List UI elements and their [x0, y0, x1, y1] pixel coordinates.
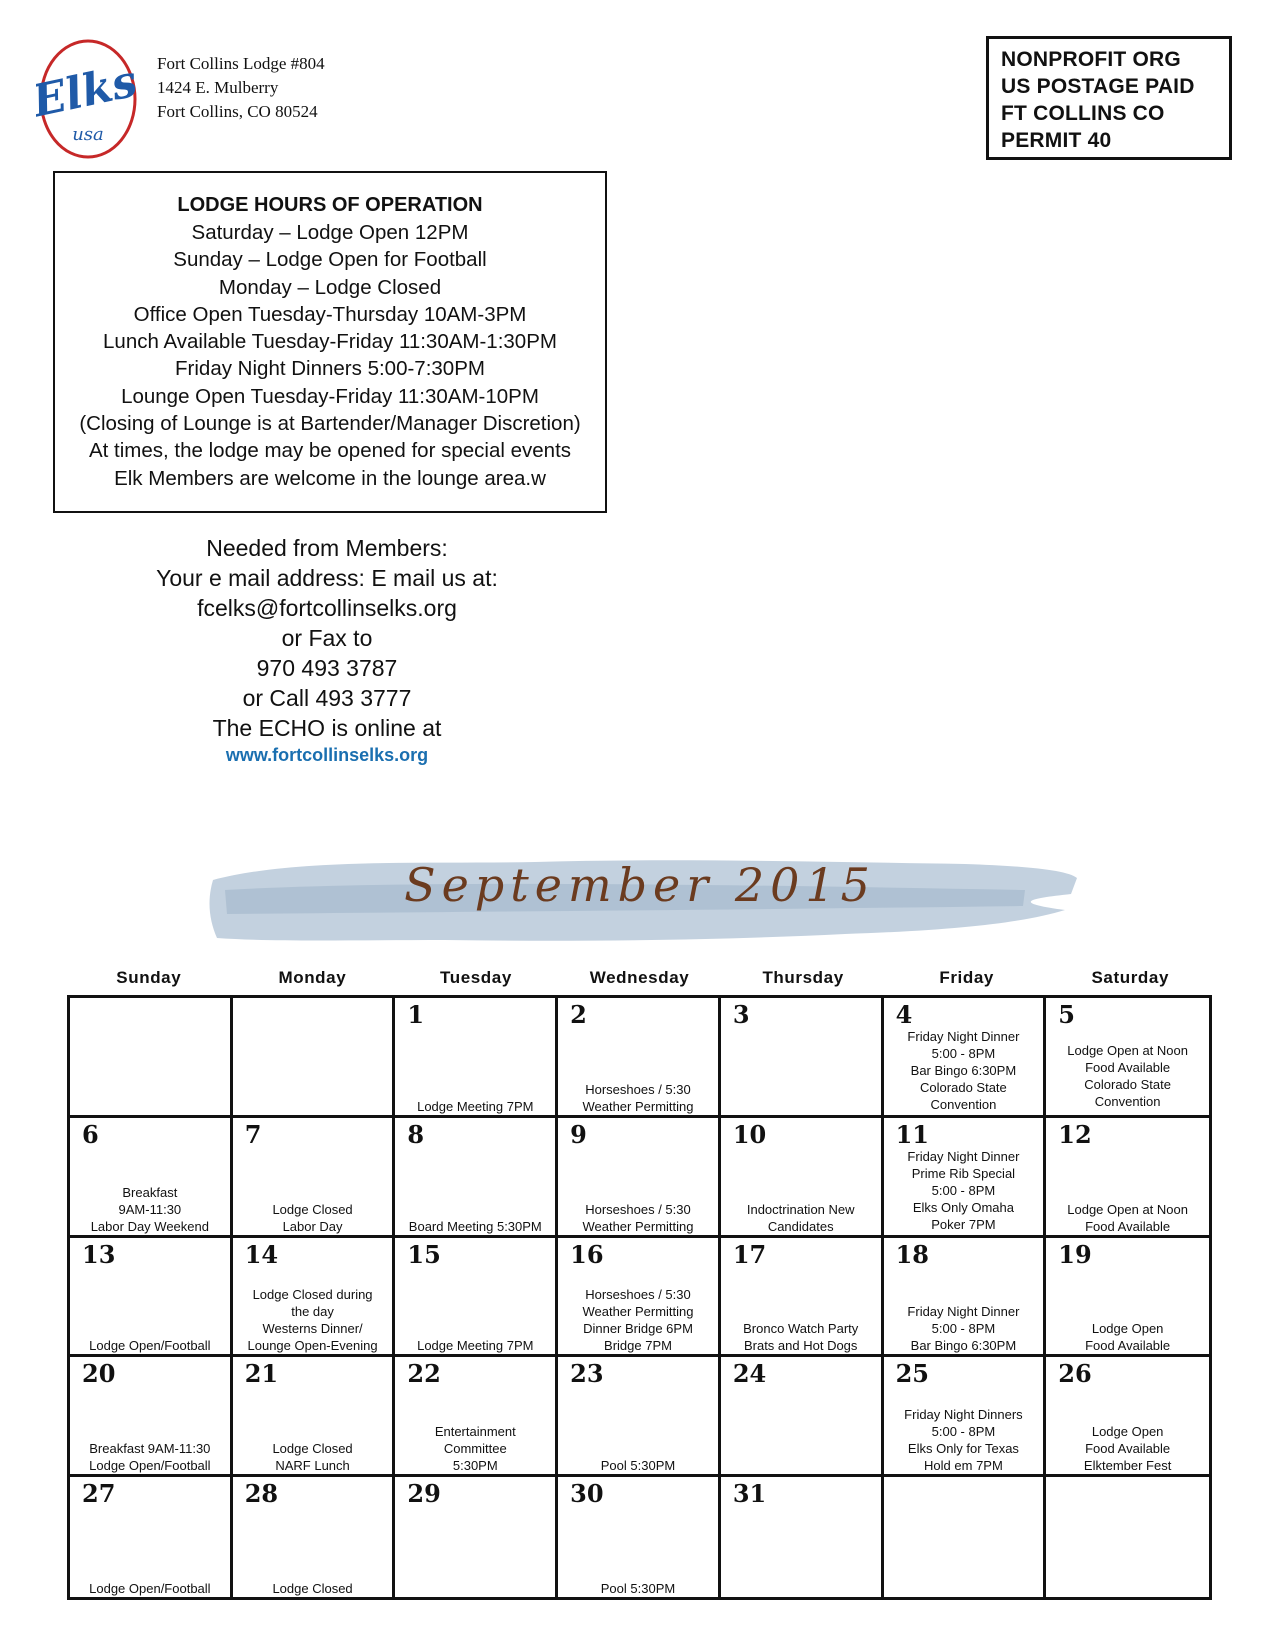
month-title: September 2015: [404, 858, 876, 912]
day-events: [886, 1028, 1042, 1113]
event-line: Food Available: [1085, 1218, 1171, 1234]
calendar-day-cell: [395, 1357, 558, 1477]
event-line: Elks Only for Texas: [907, 1441, 1019, 1457]
calendar-day-cell: [1046, 1357, 1209, 1477]
event-line: Lodge Meeting 7PM: [417, 1098, 534, 1114]
event-line: Lodge Meeting 7PM: [417, 1338, 534, 1354]
day-number: 27: [82, 1479, 116, 1509]
event-line: Poker 7PM: [931, 1216, 996, 1232]
event-line: Breakfast 9AM-11:30: [89, 1441, 211, 1457]
day-number: 20: [82, 1359, 116, 1389]
day-number: 18: [895, 1239, 929, 1269]
fax-number: 970 493 3787: [256, 655, 398, 681]
event-line: Lodge Closed: [272, 1441, 353, 1457]
calendar-day-cell: [721, 1477, 884, 1597]
event-line: Indoctrination New: [746, 1201, 855, 1217]
calendar-day-cell: [1046, 1238, 1209, 1358]
event-line: Friday Night Dinners: [904, 1407, 1023, 1423]
day-events: [235, 1201, 391, 1235]
day-events: [560, 1580, 716, 1597]
day-number: 4: [895, 1000, 913, 1029]
member-contact-notice: [120, 533, 534, 767]
calendar-day-cell: [395, 1477, 558, 1597]
event-line: Lodge Open: [1091, 1424, 1164, 1440]
notice-line: The ECHO is online at: [212, 715, 442, 741]
notice-line: Your e mail address: E mail us at:: [156, 565, 498, 591]
day-number: 24: [732, 1359, 767, 1389]
weekday-header: Tuesday: [439, 968, 512, 987]
calendar-day-cell: [721, 998, 884, 1118]
event-line: Candidates: [767, 1218, 834, 1234]
event-line: Westerns Dinner/: [262, 1321, 363, 1337]
calendar-day-cell: [395, 1118, 558, 1238]
calendar-day-cell: [70, 1357, 233, 1477]
event-line: NARF Lunch: [275, 1458, 350, 1474]
email-address[interactable]: fcelks@fortcollinselks.org: [197, 595, 457, 621]
calendar-day-cell: [233, 1118, 396, 1238]
day-events: [397, 1218, 553, 1235]
event-line: Labor Day Weekend: [90, 1218, 209, 1234]
event-line: Elktember Fest: [1083, 1458, 1172, 1474]
event-line: Brats and Hot Dogs: [743, 1338, 858, 1354]
day-events: [72, 1580, 228, 1597]
event-line: Dinner Bridge 6PM: [583, 1321, 693, 1337]
day-events: [397, 1337, 553, 1354]
event-line: Horseshoes / 5:30: [585, 1081, 691, 1097]
calendar-day-cell: [558, 1357, 721, 1477]
event-line: Bar Bingo 6:30PM: [910, 1338, 1017, 1354]
hours-title: LODGE HOURS OF OPERATION: [177, 194, 483, 216]
calendar-day-cell: [70, 1118, 233, 1238]
event-line: Breakfast: [122, 1184, 178, 1200]
event-line: Lodge Open/Football: [89, 1338, 211, 1354]
day-events: [560, 1457, 716, 1474]
event-line: Colorado State: [1084, 1077, 1171, 1092]
calendar-day-cell: [233, 1357, 396, 1477]
event-line: Pool 5:30PM: [600, 1458, 676, 1474]
event-line: Weather Permitting: [582, 1098, 694, 1114]
lodge-address: [157, 52, 325, 124]
day-events: [560, 1201, 716, 1235]
calendar-day-cell: [884, 998, 1047, 1118]
day-events: [1048, 1042, 1207, 1110]
calendar-day-cell: [70, 1477, 233, 1597]
day-number: 11: [895, 1119, 929, 1149]
event-line: Convention: [1094, 1094, 1161, 1109]
event-line: Lodge Open at Noon: [1067, 1201, 1188, 1217]
day-number: 21: [244, 1359, 279, 1389]
calendar-day-cell: [721, 1238, 884, 1358]
postage-line: PERMIT 40: [1001, 129, 1112, 152]
weekday-header: Thursday: [762, 968, 844, 987]
day-events: [235, 1580, 391, 1597]
calendar-day-cell: [558, 998, 721, 1118]
calendar-day-cell: [1046, 998, 1209, 1118]
event-line: Prime Rib Special: [911, 1165, 1016, 1181]
day-events: [72, 1440, 228, 1474]
event-line: Food Available: [1085, 1338, 1171, 1354]
day-events: [397, 1098, 553, 1115]
elks-logo: [36, 36, 140, 162]
calendar-day-cell: [70, 998, 233, 1118]
event-line: 5:00 - 8PM: [931, 1424, 996, 1440]
address-line: Fort Collins Lodge #804: [157, 54, 325, 73]
event-line: 9AM-11:30: [118, 1201, 182, 1217]
hours-line: Saturday – Lodge Open 12PM: [191, 221, 469, 244]
hours-line: (Closing of Lounge is at Bartender/Manager Discretion): [79, 412, 581, 436]
event-line: Lodge Open: [1091, 1321, 1164, 1337]
svg-text:Elks: Elks: [36, 55, 140, 128]
day-number: 26: [1058, 1359, 1092, 1389]
event-line: Bronco Watch Party: [743, 1321, 859, 1337]
event-line: Elks Only Omaha: [912, 1199, 1014, 1215]
day-events: [235, 1286, 391, 1354]
calendar-day-cell: [233, 998, 396, 1118]
event-line: Lodge Open at Noon: [1067, 1043, 1188, 1058]
hours-line: Lunch Available Tuesday-Friday 11:30AM-1:30PM: [103, 330, 557, 354]
day-number: 6: [82, 1119, 99, 1149]
weekday-header: Saturday: [1091, 968, 1170, 987]
event-line: Bar Bingo 6:30PM: [910, 1063, 1017, 1078]
event-line: Colorado State: [920, 1080, 1007, 1095]
day-number: 7: [244, 1119, 262, 1149]
day-events: [723, 1201, 879, 1235]
event-line: the day: [291, 1304, 334, 1320]
day-number: 12: [1058, 1119, 1092, 1149]
calendar-day-cell: [1046, 1477, 1209, 1597]
calendar-day-cell: [884, 1477, 1047, 1597]
event-line: Board Meeting 5:30PM: [408, 1218, 542, 1234]
weekday-header-row: [67, 968, 1212, 988]
postage-line: FT COLLINS CO: [1001, 102, 1165, 125]
event-line: 5:30PM: [452, 1458, 498, 1474]
calendar-day-cell: [395, 1238, 558, 1358]
calendar-day-cell: [884, 1118, 1047, 1238]
day-number: 19: [1058, 1239, 1092, 1269]
event-line: Hold em 7PM: [924, 1458, 1003, 1474]
event-line: Friday Night Dinner: [907, 1304, 1020, 1320]
day-number: 17: [732, 1239, 767, 1269]
postage-line: US POSTAGE PAID: [1001, 75, 1195, 98]
notice-line: Needed from Members:: [206, 535, 448, 561]
event-line: Friday Night Dinner: [907, 1148, 1020, 1164]
day-events: [886, 1148, 1042, 1233]
day-number: 31: [732, 1479, 767, 1509]
day-number: 10: [732, 1119, 767, 1149]
address-line: Fort Collins, CO 80524: [157, 102, 318, 121]
lodge-hours-box: [53, 171, 607, 513]
calendar-day-cell: [558, 1118, 721, 1238]
day-number: 8: [407, 1119, 425, 1149]
event-line: Lodge Closed during: [252, 1287, 373, 1303]
day-events: [72, 1184, 228, 1235]
weekday-header: Sunday: [116, 968, 182, 987]
day-number: 16: [570, 1239, 604, 1269]
event-line: Food Available: [1085, 1060, 1171, 1075]
day-events: [1048, 1320, 1207, 1354]
weekday-header: Wednesday: [589, 968, 690, 987]
calendar-day-cell: [558, 1477, 721, 1597]
event-line: Food Available: [1085, 1441, 1171, 1457]
event-line: 5:00 - 8PM: [931, 1046, 996, 1061]
calendar-day-cell: [884, 1357, 1047, 1477]
calendar-day-cell: [1046, 1118, 1209, 1238]
day-events: [886, 1406, 1042, 1474]
day-events: [1048, 1423, 1207, 1474]
day-events: [560, 1286, 716, 1354]
hours-line: Monday – Lodge Closed: [218, 275, 442, 299]
calendar-day-cell: [721, 1357, 884, 1477]
hours-line: At times, the lodge may be opened for special events: [88, 439, 572, 463]
hours-line: Friday Night Dinners 5:00-7:30PM: [175, 357, 485, 381]
weekday-header: Monday: [278, 968, 347, 987]
calendar-day-cell: [395, 998, 558, 1118]
day-number: 29: [407, 1479, 441, 1509]
event-line: Pool 5:30PM: [600, 1581, 676, 1596]
day-number: 13: [82, 1239, 116, 1269]
day-number: 2: [570, 1000, 587, 1029]
calendar-day-cell: [233, 1238, 396, 1358]
day-events: [1048, 1201, 1207, 1235]
day-number: 28: [244, 1479, 279, 1509]
day-number: 23: [570, 1359, 604, 1389]
event-line: Bridge 7PM: [604, 1338, 672, 1354]
day-events: [560, 1081, 716, 1115]
event-line: Weather Permitting: [582, 1218, 694, 1234]
calendar-day-cell: [233, 1477, 396, 1597]
event-line: Lounge Open-Evening: [247, 1338, 378, 1354]
hours-line: Office Open Tuesday-Thursday 10AM-3PM: [133, 302, 527, 326]
day-events: [72, 1337, 228, 1354]
event-line: Friday Night Dinner: [907, 1029, 1020, 1044]
postage-indicia: [986, 36, 1232, 160]
calendar-day-cell: [558, 1238, 721, 1358]
day-events: [235, 1440, 391, 1474]
day-number: 15: [407, 1239, 441, 1269]
address-line: 1424 E. Mulberry: [157, 78, 279, 97]
day-number: 1: [407, 1000, 425, 1029]
notice-line: or Fax to: [281, 625, 373, 651]
event-line: Lodge Closed: [272, 1581, 353, 1596]
day-number: 25: [895, 1359, 929, 1389]
event-line: Convention: [930, 1097, 997, 1112]
day-events: [886, 1303, 1042, 1354]
event-line: Committee: [443, 1441, 507, 1457]
weekday-header: Friday: [939, 968, 994, 987]
day-number: 3: [732, 1000, 750, 1029]
day-events: [723, 1320, 879, 1354]
event-line: Lodge Open/Football: [89, 1581, 211, 1596]
event-line: Labor Day: [282, 1218, 343, 1234]
day-number: 5: [1058, 1000, 1075, 1029]
website-link[interactable]: www.fortcollinselks.org: [225, 745, 429, 765]
calendar-grid: [67, 995, 1212, 1600]
event-line: 5:00 - 8PM: [931, 1321, 996, 1337]
day-number: 14: [244, 1239, 279, 1269]
event-line: Lodge Open/Football: [89, 1458, 211, 1474]
event-line: Lodge Closed: [272, 1201, 353, 1217]
hours-line: Lounge Open Tuesday-Friday 11:30AM-10PM: [121, 384, 539, 408]
day-number: 22: [407, 1359, 441, 1389]
calendar-day-cell: [70, 1238, 233, 1358]
hours-line: Sunday – Lodge Open for Football: [173, 248, 487, 272]
calendar-day-cell: [721, 1118, 884, 1238]
day-number: 30: [570, 1479, 604, 1509]
event-line: 5:00 - 8PM: [931, 1182, 996, 1198]
svg-text:usa: usa: [72, 124, 104, 145]
day-number: 9: [570, 1119, 587, 1149]
postage-line: NONPROFIT ORG: [1001, 48, 1181, 71]
hours-line: Elk Members are welcome in the lounge area.w: [114, 466, 546, 490]
event-line: Entertainment: [434, 1424, 516, 1440]
calendar-day-cell: [884, 1238, 1047, 1358]
event-line: Weather Permitting: [582, 1304, 694, 1320]
phone-number: or Call 493 3777: [242, 685, 412, 711]
day-events: [397, 1423, 553, 1474]
event-line: Horseshoes / 5:30: [585, 1287, 691, 1303]
event-line: Horseshoes / 5:30: [585, 1201, 691, 1217]
